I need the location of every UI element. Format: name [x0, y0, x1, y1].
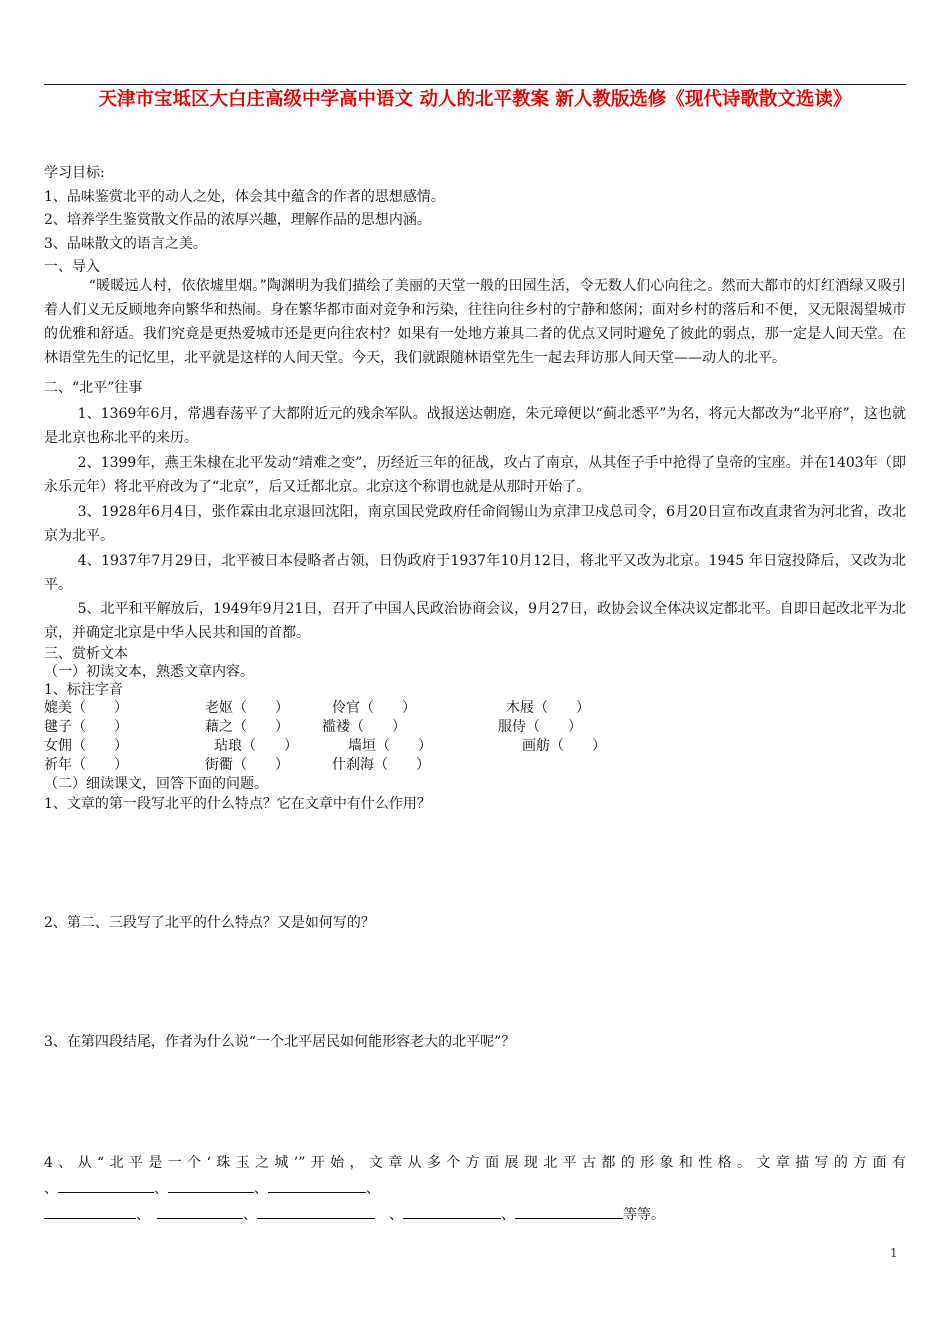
pinyin-item: 木屐（ ） [506, 700, 590, 716]
history-item: 1、1369年6月，常遇春荡平了大都附近元的残余军队。战报送达朝庭，朱元璋便以“蓟北悉平”为名，将元大都改为“北平府”，这也就是北京也称北平的来历。 [44, 406, 906, 446]
objective-item: 3、品味散文的语言之美。 [44, 236, 207, 252]
pinyin-item: 褴褛（ ） [322, 719, 406, 735]
history-item: 3、1928年6月4日，张作霖由北京退回沈阳，南京国民党政府任命阎锡山为京津卫戍总司令，6月20日宣布改直隶省为河北省，改北京为北平。 [44, 504, 906, 544]
answer-blank[interactable] [403, 1202, 501, 1219]
intro-heading: 一、导入 [44, 259, 100, 275]
blank-separator: 、 [154, 1181, 168, 1197]
page-number: 1 [890, 1246, 898, 1260]
history-item: 5、北平和平解放后，1949年9月21日，召开了中国人民政治协商会议，9月27日，政协会议全体决议定都北平。自即日起改北平为北京，并确定北京是中华人民共和国的首都。 [44, 601, 906, 641]
blank-separator: 、 [136, 1207, 143, 1223]
blank-separator: 、 [366, 1181, 380, 1197]
pinyin-item: 祈年（ ） [44, 757, 128, 773]
objectives-heading: 学习目标: [44, 165, 105, 181]
blank-separator: 、 [254, 1181, 268, 1197]
answer-blank[interactable] [157, 1202, 243, 1219]
analysis-heading: 三、赏析文本 [44, 646, 128, 662]
question-4 [44, 1150, 906, 1228]
intro-paragraph: “暖暖远人村，依依墟里烟。”陶渊明为我们描绘了美丽的天堂一般的田园生活，令无数人们心向往之。然而大都市的灯红酒绿又吸引着人们义无反顾地奔向繁华和热闹。身在繁华都市面对竞争和污染，往往向往乡村的宁静和悠闲；面对乡村的落后和不便，又无限渴望城市的优雅和舒适。我们究竟是更热爱城市还是更向往农村？如果有一处地方兼具二者的优点又同时避免了彼此的弱点，那一定是人间天堂。在林语堂先生的记忆里，北平就是这样的人间天堂。今天，我们就跟随林语堂先生一起去拜访那人间天堂——动人的北平。 [44, 278, 906, 366]
answer-blank[interactable] [257, 1202, 375, 1219]
pinyin-item: 什刹海（ ） [332, 757, 430, 773]
question-4-ending: 等等。 [623, 1207, 665, 1223]
document-title: 天津市宝坻区大白庄高级中学高中语文 动人的北平教案 新人教版选修《现代诗歌散文选读》 [98, 89, 852, 110]
pinyin-item: 服侍（ ） [498, 719, 582, 735]
blank-separator: 、 [389, 1207, 403, 1223]
history-item: 4、1937年7月29日，北平被日本侵略者占领，日伪政府于1937年10月12日，将北平又改为北京。1945 年日寇投降后，又改为北平。 [44, 553, 906, 593]
header-rule [44, 84, 906, 85]
analysis-sub2: （二）细读课文，回答下面的问题。 [44, 776, 268, 792]
question-4-blanks-row-2 [44, 1202, 906, 1228]
objective-item: 2、培养学生鉴赏散文作品的浓厚兴趣，理解作品的思想内涵。 [44, 212, 431, 228]
pinyin-item: 媲美（ ） [44, 700, 128, 716]
history-heading: 二、“北平”往事 [44, 380, 143, 396]
answer-blank[interactable] [268, 1176, 366, 1193]
pinyin-item: 伶官（ ） [332, 700, 416, 716]
answer-blank[interactable] [515, 1202, 623, 1219]
analysis-sub1: （一）初读文本，熟悉文章内容。 [44, 664, 254, 680]
question-4-blanks-row-1 [44, 1176, 906, 1202]
blank-separator: 、 [501, 1207, 515, 1223]
pinyin-item: 藉之（ ） [205, 719, 289, 735]
pinyin-item: 女佣（ ） [44, 738, 128, 754]
objective-item: 1、品味鉴赏北平的动人之处，体会其中蕴含的作者的思想感情。 [44, 189, 445, 205]
pinyin-item: 玷琅（ ） [214, 738, 298, 754]
blank-separator: 、 [243, 1207, 257, 1223]
history-item: 2、1399年，燕王朱棣在北平发动“靖难之变”，历经近三年的征战，攻占了南京，从其侄子手中抢得了皇帝的宝座。并在1403年（即永乐元年）将北平府改为了“北京”，后又迁都北京。北京这个称谓也就是从那时开始了。 [44, 455, 906, 495]
answer-blank[interactable] [168, 1176, 254, 1193]
blank-separator: 、 [44, 1181, 58, 1197]
answer-blank[interactable] [58, 1176, 154, 1193]
question-2: 2、第二、三段写了北平的什么特点？又是如何写的？ [44, 915, 375, 931]
pinyin-item: 墙垣（ ） [348, 738, 432, 754]
question-3: 3、在第四段结尾，作者为什么说“一个北平居民如何能形容老大的北平呢”？ [44, 1034, 516, 1050]
pinyin-item: 街衢（ ） [205, 757, 289, 773]
pinyin-item: 毽子（ ） [44, 719, 128, 735]
question-4-text: 4、从“北平是一个‘珠玉之城’”开始，文章从多个方面展现北平古都的形象和性格。文章描写的方面有 [44, 1155, 906, 1171]
question-1: 1、文章的第一段写北平的什么特点？它在文章中有什么作用？ [44, 796, 431, 812]
pinyin-heading: 1、标注字音 [44, 682, 123, 698]
pinyin-item: 老妪（ ） [205, 700, 289, 716]
pinyin-item: 画舫（ ） [522, 738, 606, 754]
answer-blank[interactable] [44, 1202, 136, 1219]
